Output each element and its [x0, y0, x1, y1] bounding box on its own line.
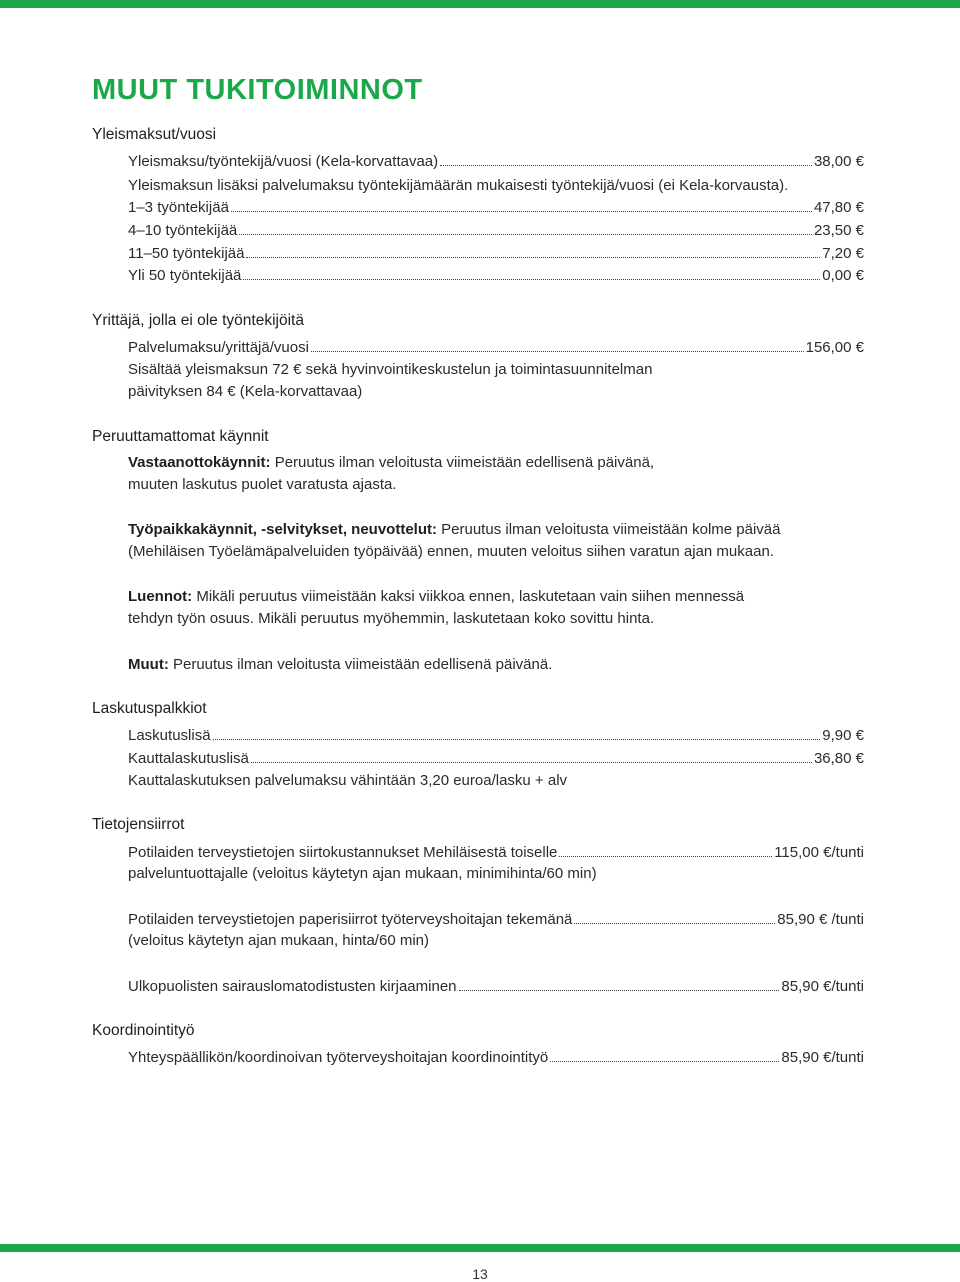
price-value: 85,90 €/tunti	[781, 1049, 864, 1066]
price-row-koordinointityo	[128, 1049, 864, 1066]
bold-term: Muut:	[128, 656, 169, 673]
bold-term: Luennot:	[128, 588, 193, 605]
paragraph-text: Mikäli peruutus viimeistään kaksi viikkoa ennen, laskutetaan vain siihen mennessä	[192, 588, 745, 605]
dot-leader	[440, 164, 812, 166]
price-row-kauttalaskutuslisa	[128, 750, 864, 767]
dot-leader	[231, 210, 812, 212]
paragraph-vastaanottokaynnit	[128, 452, 868, 496]
section-heading-tietojensiirrot: Tietojensiirrot	[92, 816, 185, 833]
price-row-sairauslomatodistukset	[128, 978, 864, 995]
price-label: 1–3 työntekijää	[128, 199, 229, 216]
price-label: Potilaiden terveystietojen siirtokustannukset Mehiläisestä toiselle	[128, 844, 558, 861]
page-title: MUUT TUKITOIMINNOT	[92, 74, 423, 106]
section-heading-laskutuspalkkiot: Laskutuspalkkiot	[92, 700, 207, 717]
price-value: 38,00 €	[813, 153, 864, 170]
price-row-11-50	[128, 245, 864, 262]
paragraph-line: tehdyn työn osuus. Mikäli peruutus myöhemmin, laskutetaan koko sovittu hinta.	[128, 610, 655, 627]
dot-leader	[246, 256, 820, 258]
price-value: 0,00 €	[822, 267, 864, 284]
price-label: 11–50 työntekijää	[128, 245, 245, 262]
price-label: Palvelumaksu/yrittäjä/vuosi	[128, 339, 309, 356]
price-value: 156,00 €	[805, 339, 864, 356]
page-number: 13	[472, 1266, 488, 1282]
price-label: Ulkopuolisten sairauslomatodistusten kirjaaminen	[128, 978, 457, 995]
paperisiirrot-note: (veloitus käytetyn ajan mukaan, hinta/60 min)	[128, 932, 429, 949]
price-value: 85,90 € /tunti	[777, 911, 864, 928]
note-line: Sisältää yleismaksun 72 € sekä hyvinvointikeskustelun ja toimintasuunnitelman	[128, 361, 653, 378]
price-label: Yleismaksu/työntekijä/vuosi (Kela-korvattavaa)	[128, 153, 439, 170]
price-label: Kauttalaskutuslisä	[128, 750, 249, 767]
dot-leader	[213, 738, 821, 740]
dot-leader	[559, 855, 772, 857]
price-label: Laskutuslisä	[128, 727, 211, 744]
price-row-yleismaksu	[128, 153, 864, 170]
paragraph-text: Peruutus ilman veloitusta viimeistään edellisenä päivänä.	[168, 656, 553, 673]
yleismaksu-note: Yleismaksun lisäksi palvelumaksu työntekijämäärän mukaisesti työntekijä/vuosi (ei Kela-korvausta).	[128, 177, 789, 194]
bold-term: Työpaikkakäynnit, -selvitykset, neuvottelut:	[128, 521, 437, 538]
price-row-1-3	[128, 199, 864, 216]
price-value: 85,90 €/tunti	[781, 978, 864, 995]
dot-leader	[311, 350, 804, 352]
price-row-palvelumaksu	[128, 339, 864, 356]
top-green-bar	[0, 0, 960, 8]
price-value: 47,80 €	[813, 199, 864, 216]
paragraph-line	[128, 654, 868, 676]
note-line: päivityksen 84 € (Kela-korvattavaa)	[128, 383, 363, 400]
dot-leader	[239, 233, 812, 235]
paragraph-line	[128, 519, 868, 541]
price-value: 36,80 €	[813, 750, 864, 767]
price-value: 9,90 €	[822, 727, 864, 744]
paragraph-text: Peruutus ilman veloitusta viimeistään kolme päivää	[436, 521, 781, 538]
dot-leader	[459, 989, 780, 991]
dot-leader	[550, 1060, 779, 1062]
paragraph-line: (Mehiläisen Työelämäpalveluiden työpäivää) ennen, muuten veloitus siihen varatun ajan mukaan.	[128, 543, 774, 560]
section-heading-peruuttamattomat: Peruuttamattomat käynnit	[92, 428, 269, 445]
price-value: 7,20 €	[822, 245, 864, 262]
paragraph-text: Peruutus ilman veloitusta viimeistään edellisenä päivänä,	[270, 454, 655, 471]
price-row-4-10	[128, 222, 864, 239]
price-label: 4–10 työntekijää	[128, 222, 238, 239]
paragraph-luennot	[128, 586, 868, 630]
paragraph-line	[128, 452, 868, 474]
price-label: Yhteyspäällikön/koordinoivan työterveyshoitajan koordinointityö	[128, 1049, 549, 1066]
laskutus-note: Kauttalaskutuksen palvelumaksu vähintään 3,20 euroa/lasku + alv	[128, 772, 568, 789]
paragraph-tyopaikkakaynnit	[128, 519, 868, 563]
paragraph-line: muuten laskutus puolet varatusta ajasta.	[128, 476, 397, 493]
price-value: 23,50 €	[813, 222, 864, 239]
section-heading-yrittaja: Yrittäjä, jolla ei ole työntekijöitä	[92, 312, 304, 329]
price-value: 115,00 €/tunti	[774, 844, 864, 861]
paragraph-muut	[128, 654, 868, 676]
section-heading-koordinointityo: Koordinointityö	[92, 1022, 195, 1039]
paragraph-line	[128, 586, 868, 608]
price-label: Potilaiden terveystietojen paperisiirrot työterveyshoitajan tekemänä	[128, 911, 573, 928]
price-label: Yli 50 työntekijää	[128, 267, 242, 284]
siirtokustannukset-note: palveluntuottajalle (veloitus käytetyn ajan mukaan, minimihinta/60 min)	[128, 865, 597, 882]
dot-leader	[251, 761, 812, 763]
bottom-green-bar	[0, 1244, 960, 1252]
section-heading-yleismaksut: Yleismaksut/vuosi	[92, 126, 217, 143]
price-row-laskutuslisa	[128, 727, 864, 744]
price-row-siirtokustannukset	[128, 844, 864, 861]
dot-leader	[574, 922, 775, 924]
price-row-paperisiirrot	[128, 911, 864, 928]
dot-leader	[243, 278, 820, 280]
bold-term: Vastaanottokäynnit:	[128, 454, 271, 471]
price-row-yli-50	[128, 267, 864, 284]
yrittaja-note	[128, 359, 868, 403]
